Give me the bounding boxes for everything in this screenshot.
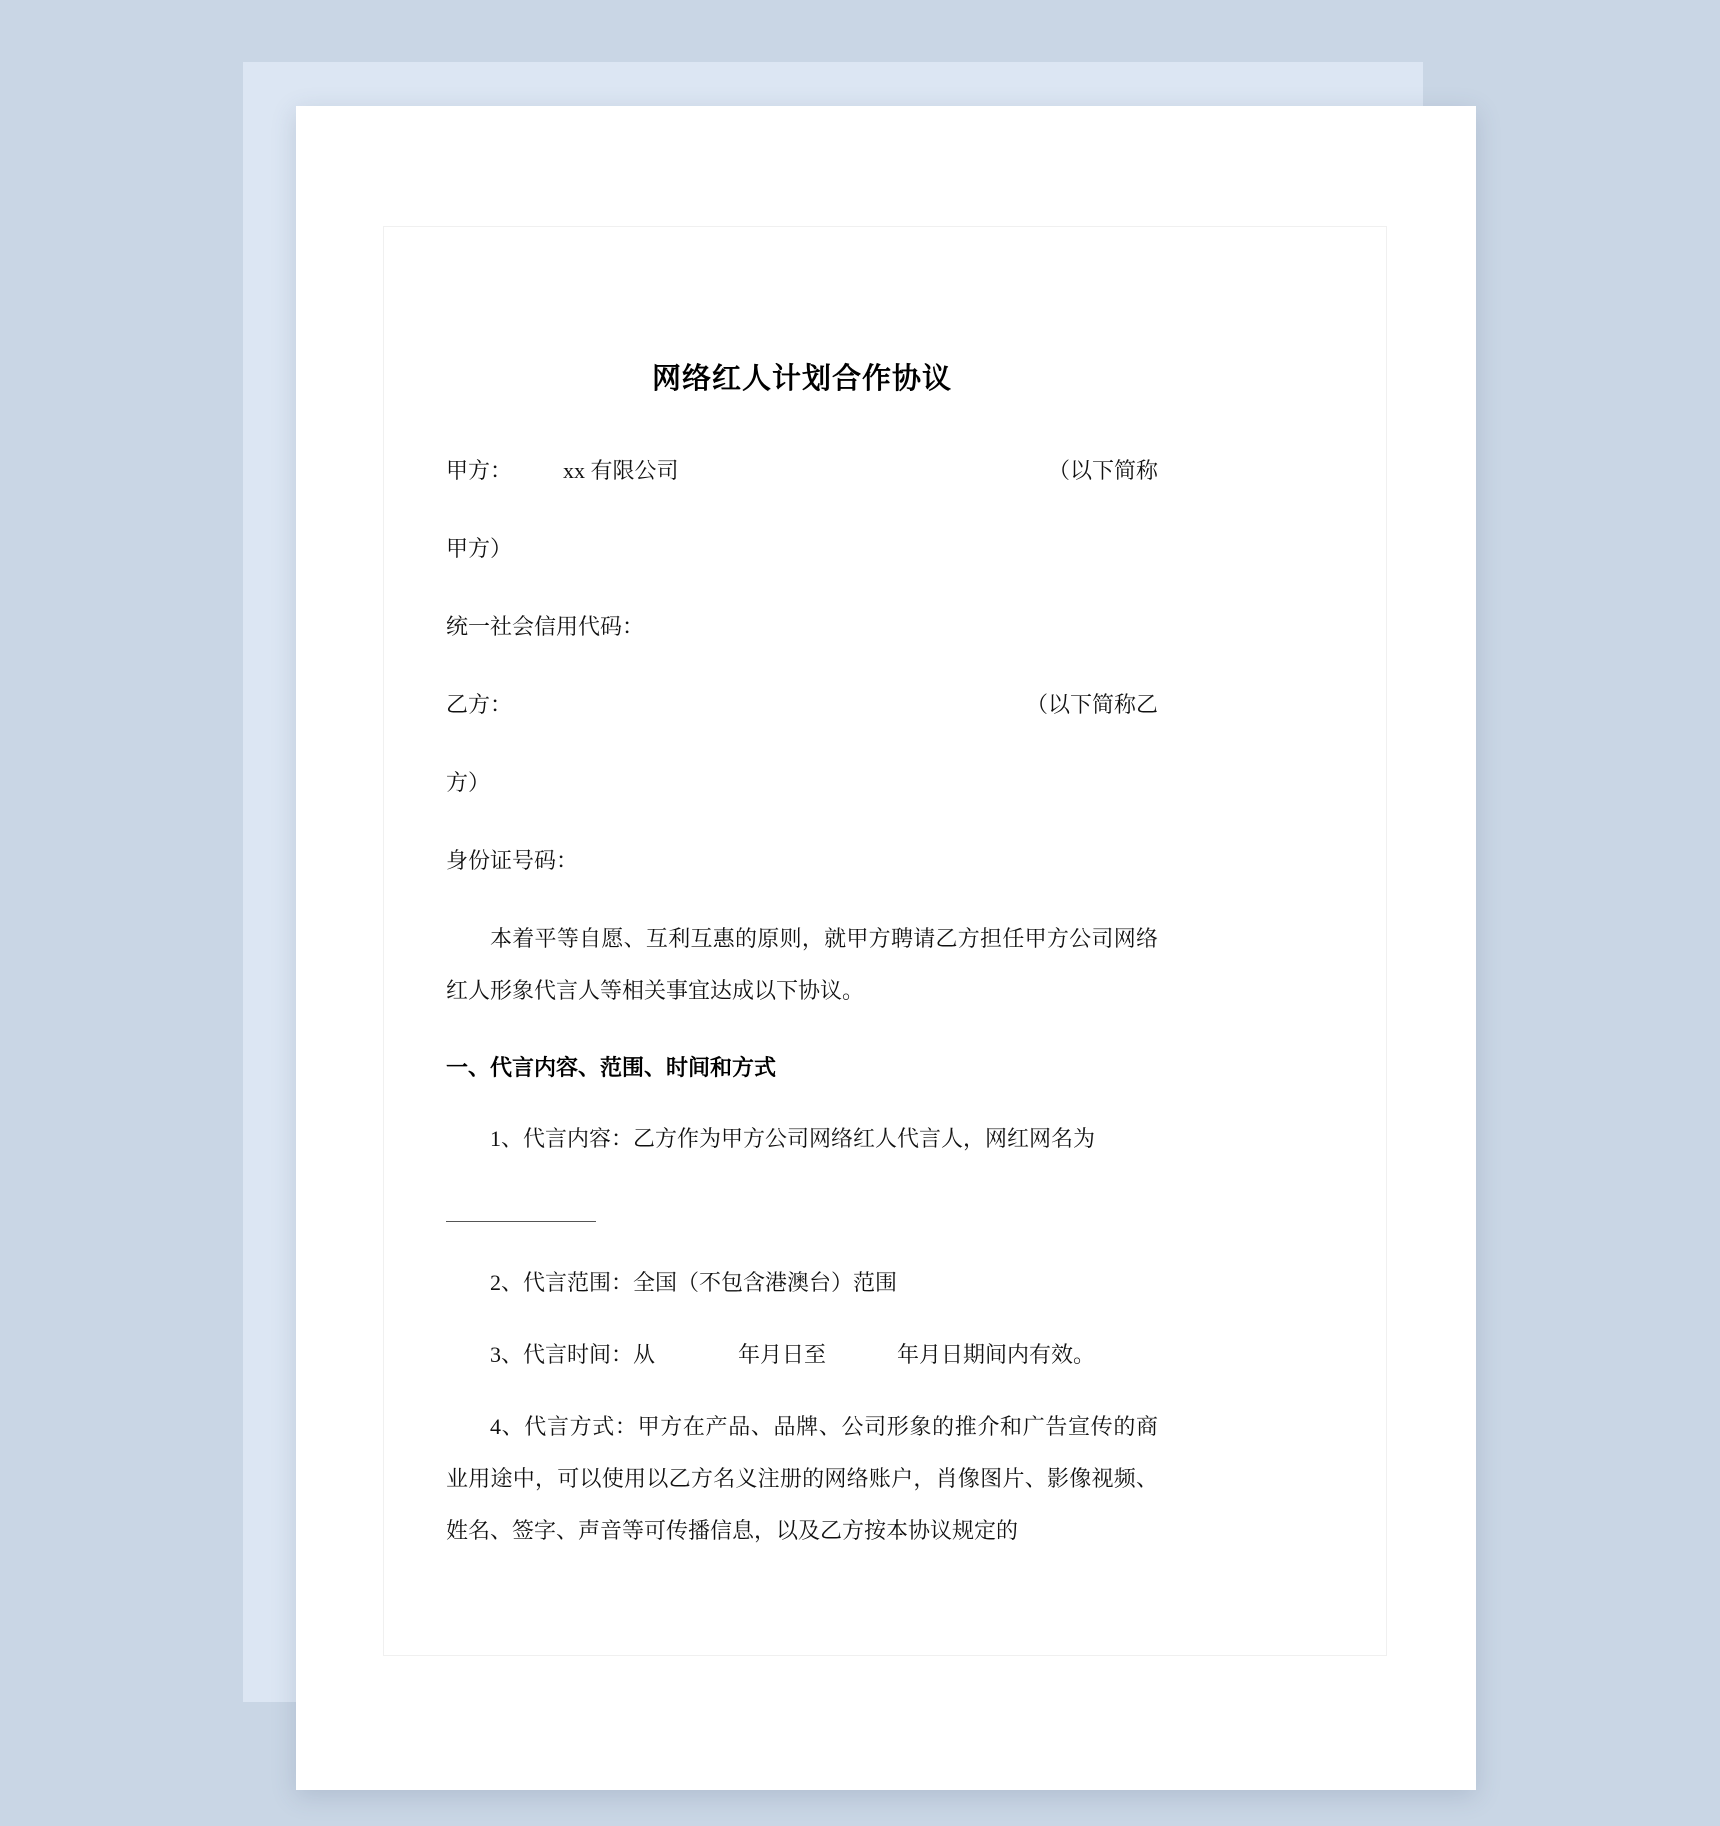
list-item: [446, 1329, 1158, 1381]
list-item: [446, 1113, 1158, 1165]
item-3-text-before: 3、代言时间：从: [490, 1342, 656, 1367]
party-b-label: 乙方：: [446, 692, 513, 717]
page-title: 网络红人计划合作协议: [651, 361, 952, 395]
item-1-blank-line: [446, 1185, 1158, 1237]
item-1-text: 1、代言内容：乙方作为甲方公司网络红人代言人，网红网名为: [490, 1126, 1096, 1151]
party-a-note-cont: 甲方）: [446, 536, 513, 561]
list-item: [446, 1257, 1158, 1309]
credit-code-label: 统一社会信用代码：: [446, 614, 645, 639]
party-a-value: xx 有限公司: [563, 458, 679, 483]
party-a-label: 甲方：: [446, 458, 513, 483]
party-b-note-cont: 方）: [446, 770, 491, 795]
document-page: [296, 106, 1476, 1790]
party-a-line: [446, 445, 1158, 497]
list-item: [446, 1401, 1158, 1557]
preamble-paragraph: 本着平等自愿、互利互惠的原则，就甲方聘请乙方担任甲方公司网络红人形象代言人等相关事宜达成以下协议。: [446, 926, 1158, 1003]
blank-field[interactable]: [446, 1221, 596, 1222]
item-3-mid-text: 年月日至: [738, 1342, 827, 1367]
id-number-label: 身份证号码：: [446, 848, 579, 873]
document-body: [446, 356, 1158, 1577]
party-b-note: （以下简称乙: [1025, 692, 1158, 717]
item-3-text-after: 年月日期间内有效。: [897, 1342, 1096, 1367]
item-2-text: 2、代言范围：全国（不包含港澳台）范围: [490, 1270, 898, 1295]
section-heading-1: 一、代言内容、范围、时间和方式: [446, 1056, 777, 1081]
party-b-line: [446, 679, 1158, 731]
item-4-text: 4、代言方式：甲方在产品、品牌、公司形象的推介和广告宣传的商业用途中，可以使用以乙方名义注册的网络账户，肖像图片、影像视频、姓名、签字、声音等可传播信息，以及乙方按本协议规定的: [446, 1414, 1158, 1543]
party-a-note: （以下简称: [1047, 458, 1158, 483]
